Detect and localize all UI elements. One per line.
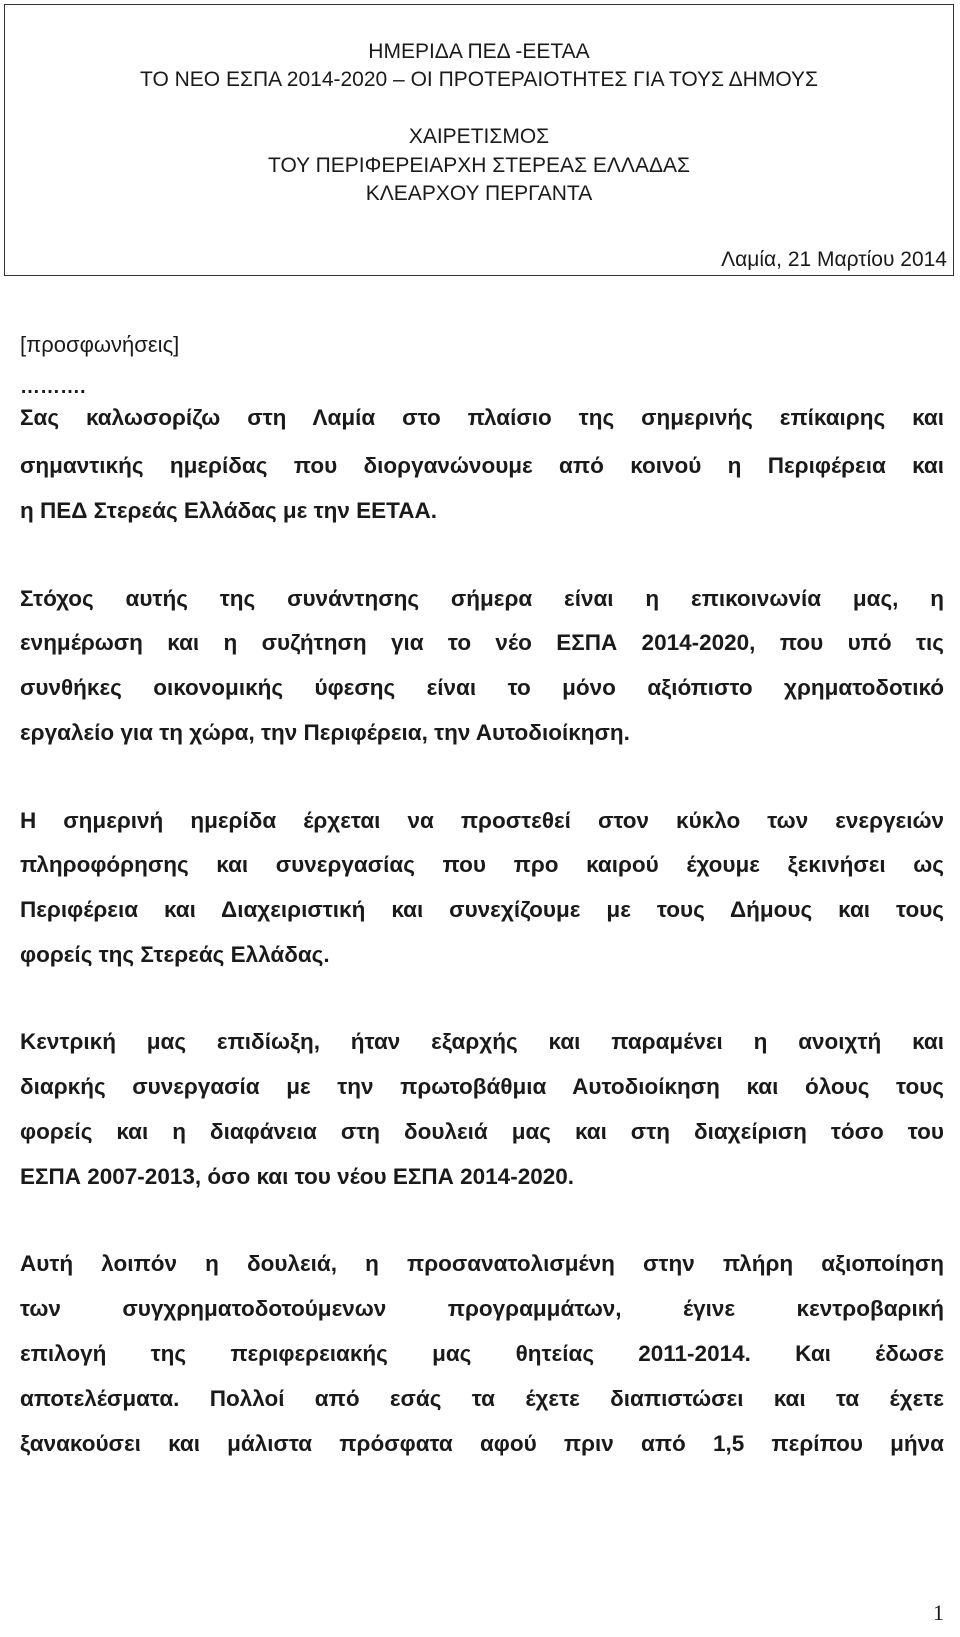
paragraph-line: Περιφέρεια και Διαχειριστική και συνεχίζουμε με τους Δήμους και τους [20,897,944,922]
speaker-name: ΚΛΕΑΡΧΟΥ ΠΕΡΓΑΝΤΑ [365,182,593,205]
paragraph-line: των συγχρηματοδοτούμενων προγραμμάτων, έγινε κεντροβαρική [20,1296,944,1321]
ellipsis: ………. [20,376,86,398]
paragraph-line: ξανακούσει και μάλιστα πρόσφατα αφού πριν από 1,5 περίπου μήνα [20,1431,944,1456]
paragraph-line: ΕΣΠΑ 2007-2013, όσο και του νέου ΕΣΠΑ 2014-2020. [20,1164,574,1189]
paragraph-line: Κεντρική μας επιδίωξη, ήταν εξαρχής και παραμένει η ανοιχτή και [20,1029,944,1054]
speaker-role: ΤΟΥ ΠΕΡΙΦΕΡΕΙΑΡΧΗ ΣΤΕΡΕΑΣ ΕΛΛΑΔΑΣ [268,154,690,177]
event-subtitle: ΤΟ ΝΕΟ ΕΣΠΑ 2014-2020 – ΟΙ ΠΡΟΤΕΡΑΙΟΤΗΤΕΣ ΓΙΑ ΤΟΥΣ ΔΗΜΟΥΣ [140,68,818,91]
paragraph-line: Αυτή λοιπόν η δουλειά, η προσανατολισμένη στην πλήρη αξιοποίηση [20,1251,944,1276]
paragraph-line: Η σημερινή ημερίδα έρχεται να προστεθεί στον κύκλο των ενεργειών [20,808,944,833]
event-title: ΗΜΕΡΙΔΑ ΠΕΔ -ΕΕΤΑΑ [368,40,590,63]
paragraph-line: φορείς και η διαφάνεια στη δουλειά μας και στη διαχείριση τόσο του [20,1119,944,1144]
paragraph-line: η ΠΕΔ Στερεάς Ελλάδας με την ΕΕΤΑΑ. [20,498,437,523]
paragraph-line: επιλογή της περιφερειακής μας θητείας 2011-2014. Και έδωσε [20,1341,944,1366]
paragraph-line: Στόχος αυτής της συνάντησης σήμερα είναι η επικοινωνία μας, η [20,586,944,611]
document-header-box [4,4,954,276]
paragraph-line: αποτελέσματα. Πολλοί από εσάς τα έχετε διαπιστώσει και τα έχετε [20,1386,944,1411]
page-number: 1 [933,1600,944,1625]
paragraph-line: συνθήκες οικονομικής ύφεσης είναι το μόνο αξιόπιστο χρηματοδοτικό [20,675,944,700]
paragraph-line: ενημέρωση και η συζήτηση για το νέο ΕΣΠΑ 2014-2020, που υπό τις [20,630,944,655]
date-place: Λαμία, 21 Μαρτίου 2014 [721,248,947,271]
greeting-title: ΧΑΙΡΕΤΙΣΜΟΣ [408,125,550,148]
salutations-note: [προσφωνήσεις] [20,332,180,357]
paragraph-line: πληροφόρησης και συνεργασίας που προ καιρού έχουμε ξεκινήσει ως [20,852,944,877]
paragraph-line: Σας καλωσορίζω στη Λαμία στο πλαίσιο της σημερινής επίκαιρης και [20,405,944,430]
paragraph-line: διαρκής συνεργασία με την πρωτοβάθμια Αυτοδιοίκηση και όλους τους [20,1074,944,1099]
paragraph-line: φορείς της Στερεάς Ελλάδας. [20,942,330,967]
paragraph-line: σημαντικής ημερίδας που διοργανώνουμε από κοινού η Περιφέρεια και [20,453,944,478]
paragraph-line: εργαλείο για τη χώρα, την Περιφέρεια, την Αυτοδιοίκηση. [20,720,630,745]
